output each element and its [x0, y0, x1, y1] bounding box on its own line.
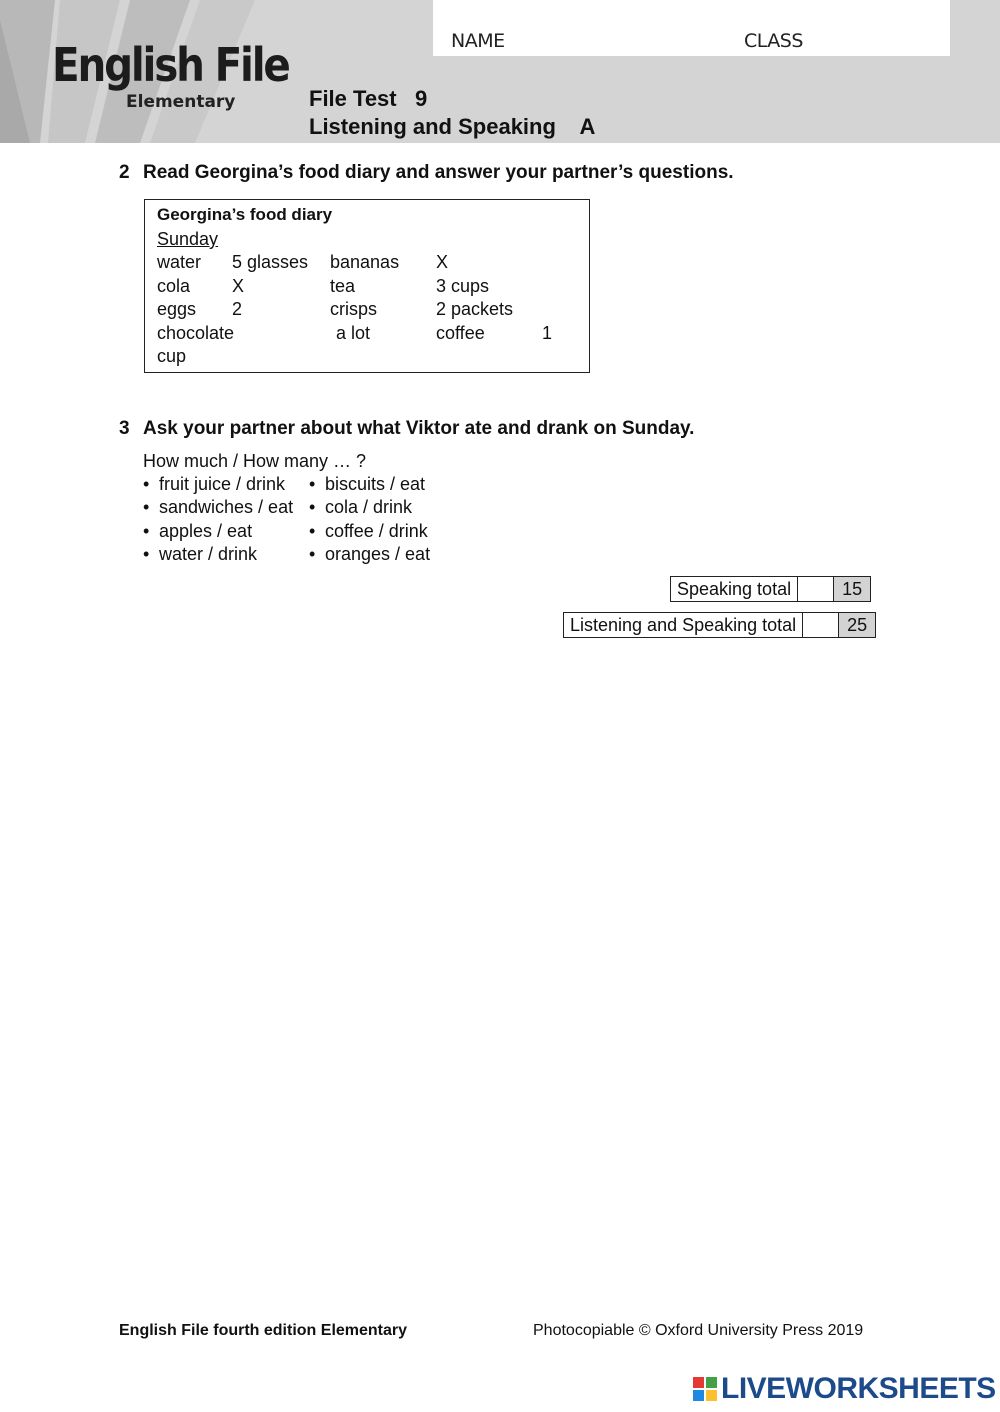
list-item — [309, 497, 412, 518]
diary-cell: 2 packets — [436, 299, 514, 319]
bullet-icon: • — [143, 474, 150, 494]
question-3-number: 3 — [119, 418, 130, 439]
question-2-number: 2 — [119, 162, 130, 183]
list-item-text: biscuits / eat — [325, 474, 426, 494]
question-2-text: Read Georgina’s food diary and answer your partner’s questions. — [143, 162, 734, 183]
diary-cell-wrap: cup — [157, 346, 187, 366]
list-item-text: water / drink — [159, 544, 258, 564]
footer-copyright: Photocopiable © Oxford University Press 2019 — [533, 1322, 864, 1339]
diary-cell: X — [232, 276, 245, 296]
diary-cell: cola — [157, 276, 191, 296]
diary-cell: 5 glasses — [232, 252, 309, 272]
diary-cell: 1 — [542, 323, 553, 343]
diary-cell: a lot — [336, 323, 371, 343]
question-3-prompt: How much / How many … ? — [143, 451, 367, 471]
page-header — [0, 0, 1000, 143]
speaking-total-box — [670, 576, 871, 602]
list-item-text: fruit juice / drink — [159, 474, 286, 494]
diary-cell: 3 cups — [436, 276, 490, 296]
test-title-line2: Listening and Speaking A — [309, 114, 596, 139]
bullet-icon: • — [309, 474, 316, 494]
list-item-text: oranges / eat — [325, 544, 431, 564]
brand-title: English File — [52, 38, 289, 92]
diary-day: Sunday — [157, 229, 219, 249]
list-item — [309, 521, 428, 542]
list-item — [143, 497, 293, 518]
bullet-icon: • — [143, 521, 150, 541]
speaking-max-score: 15 — [834, 577, 870, 601]
brand-level: Elementary — [126, 92, 236, 112]
liveworksheets-logo-icon — [693, 1377, 717, 1401]
diary-cell: coffee — [436, 323, 485, 343]
food-diary-box — [144, 199, 590, 373]
list-item-text: cola / drink — [325, 497, 413, 517]
diary-cell: tea — [330, 276, 356, 296]
diary-title: Georgina’s food diary — [157, 205, 333, 224]
bullet-icon: • — [309, 544, 316, 564]
name-class-box — [433, 0, 950, 56]
test-title-line1: File Test 9 — [309, 86, 428, 111]
liveworksheets-text: LIVEWORKSHEETS — [721, 1372, 996, 1405]
test-title — [309, 85, 595, 141]
list-item-text: sandwiches / eat — [159, 497, 294, 517]
list-item — [143, 544, 257, 565]
class-label: CLASS — [744, 30, 803, 52]
question-3-text: Ask your partner about what Viktor ate and drank on Sunday. — [143, 418, 695, 439]
diary-cell: chocolate — [157, 323, 235, 343]
bullet-icon: • — [309, 521, 316, 541]
list-item — [309, 474, 425, 495]
diary-cell: X — [436, 252, 449, 272]
question-2-heading — [119, 162, 734, 184]
question-3-heading — [119, 418, 694, 440]
list-item — [143, 474, 285, 495]
footer-edition: English File fourth edition Elementary — [119, 1322, 408, 1339]
speaking-total-label: Speaking total — [671, 577, 798, 601]
bullet-icon: • — [143, 497, 150, 517]
bullet-icon: • — [143, 544, 150, 564]
diary-cell: water — [157, 252, 202, 272]
list-item-text: coffee / drink — [325, 521, 428, 541]
list-item — [309, 544, 430, 565]
listening-speaking-total-label: Listening and Speaking total — [564, 613, 803, 637]
speaking-score-field[interactable] — [798, 577, 834, 601]
bullet-icon: • — [309, 497, 316, 517]
name-label: NAME — [451, 30, 505, 52]
diary-cell: eggs — [157, 299, 197, 319]
listening-speaking-total-box — [563, 612, 876, 638]
listening-speaking-score-field[interactable] — [803, 613, 839, 637]
diary-cell: 2 — [232, 299, 243, 319]
liveworksheets-watermark — [693, 1372, 996, 1406]
diary-cell: bananas — [330, 252, 400, 272]
list-item — [143, 521, 252, 542]
list-item-text: apples / eat — [159, 521, 253, 541]
diary-cell: crisps — [330, 299, 378, 319]
listening-speaking-max-score: 25 — [839, 613, 875, 637]
